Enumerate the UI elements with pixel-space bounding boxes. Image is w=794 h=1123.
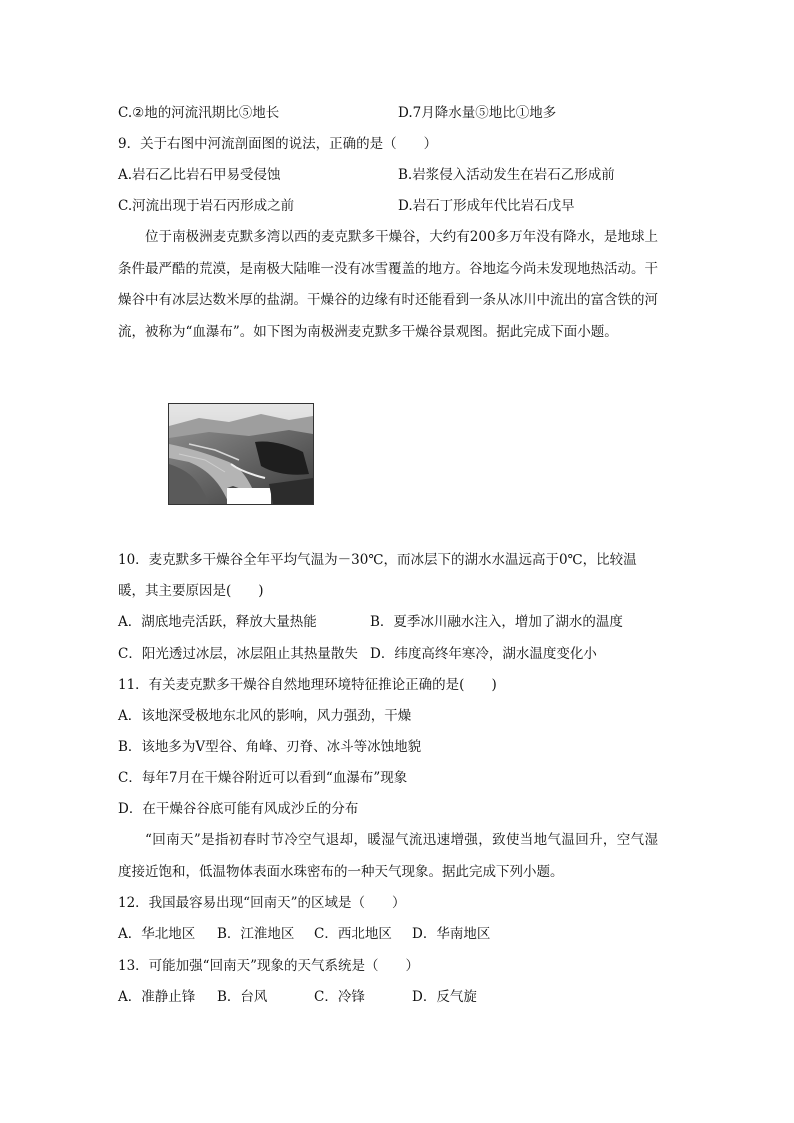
q11-stem: 11．有关麦克默多干燥谷自然地理环境特征推论正确的是( ) xyxy=(118,677,497,693)
q9-option-b: B.岩浆侵入活动发生在岩石乙形成前 xyxy=(398,167,615,183)
q13-option-b: B．台风 xyxy=(217,989,268,1005)
dry-valley-photo xyxy=(168,403,314,505)
q9-option-a: A.岩石乙比岩石甲易受侵蚀 xyxy=(118,167,281,183)
q13-option-c: C．冷锋 xyxy=(314,989,365,1005)
q12-option-d: D．华南地区 xyxy=(412,926,491,942)
q9-option-c: C.河流出现于岩石丙形成之前 xyxy=(118,198,295,214)
q12-option-c: C．西北地区 xyxy=(314,926,392,942)
q12-stem: 12．我国最容易出现“回南天”的区域是（ ） xyxy=(118,895,406,911)
q10-option-d: D．纬度高终年寒冷，湖水温度变化小 xyxy=(370,646,597,662)
passage-huinantian: “回南天”是指初春时节冷空气退却，暖湿气流迅速增强，致使当地气温回升，空气湿度接近饱和，低温物体表面水珠密布的一种天气现象。据此完成下列小题。 xyxy=(118,832,658,880)
q10-option-b: B．夏季冰川融水注入，增加了湖水的温度 xyxy=(370,614,623,630)
q10-stem-line1: 10．麦克默多干燥谷全年平均气温为－30℃，而冰层下的湖水水温远高于0℃，比较温 xyxy=(118,552,637,568)
q9-stem: 9．关于右图中河流剖面图的说法，正确的是（ ） xyxy=(118,136,438,152)
q11-option-b: B．该地多为V型谷、角峰、刃脊、冰斗等冰蚀地貌 xyxy=(118,739,422,755)
q10-stem-line2: 暖，其主要原因是( ) xyxy=(118,583,264,599)
q11-option-a: A．该地深受极地东北风的影响，风力强劲，干燥 xyxy=(118,708,412,724)
landscape-image xyxy=(169,404,313,504)
q8-option-c: C.②地的河流汛期比⑤地长 xyxy=(118,105,280,121)
q13-stem: 13．可能加强“回南天”现象的天气系统是（ ） xyxy=(118,958,419,974)
q12-option-b: B．江淮地区 xyxy=(217,926,295,942)
passage-dry-valleys: 位于南极洲麦克默多湾以西的麦克默多干燥谷，大约有200多万年没有降水，是地球上条件最严酷的荒漠，是南极大陆唯一没有冰雪覆盖的地方。谷地迄今尚未发现地热活动。干燥谷中有冰层达数米厚的盐湖。干燥谷的边缘有时还能看到一条从冰川中流出的富含铁的河流，被称为“血瀑布”。如下图为南极洲麦克默多干燥谷景观图。据此完成下面小题。 xyxy=(118,229,658,340)
q10-option-a: A．湖底地壳活跃，释放大量热能 xyxy=(118,614,317,630)
q13-option-d: D．反气旋 xyxy=(412,989,477,1005)
q13-option-a: A．准静止锋 xyxy=(118,989,196,1005)
q11-option-c: C．每年7月在干燥谷附近可以看到“血瀑布”现象 xyxy=(118,770,408,786)
q8-option-d: D.7月降水量⑤地比①地多 xyxy=(398,105,557,121)
q10-option-c: C．阳光透过冰层，冰层阻止其热量散失 xyxy=(118,646,358,662)
q11-option-d: D．在干燥谷谷底可能有风成沙丘的分布 xyxy=(118,801,359,817)
q12-option-a: A．华北地区 xyxy=(118,926,196,942)
q9-option-d: D.岩石丁形成年代比岩石戊早 xyxy=(398,198,575,214)
